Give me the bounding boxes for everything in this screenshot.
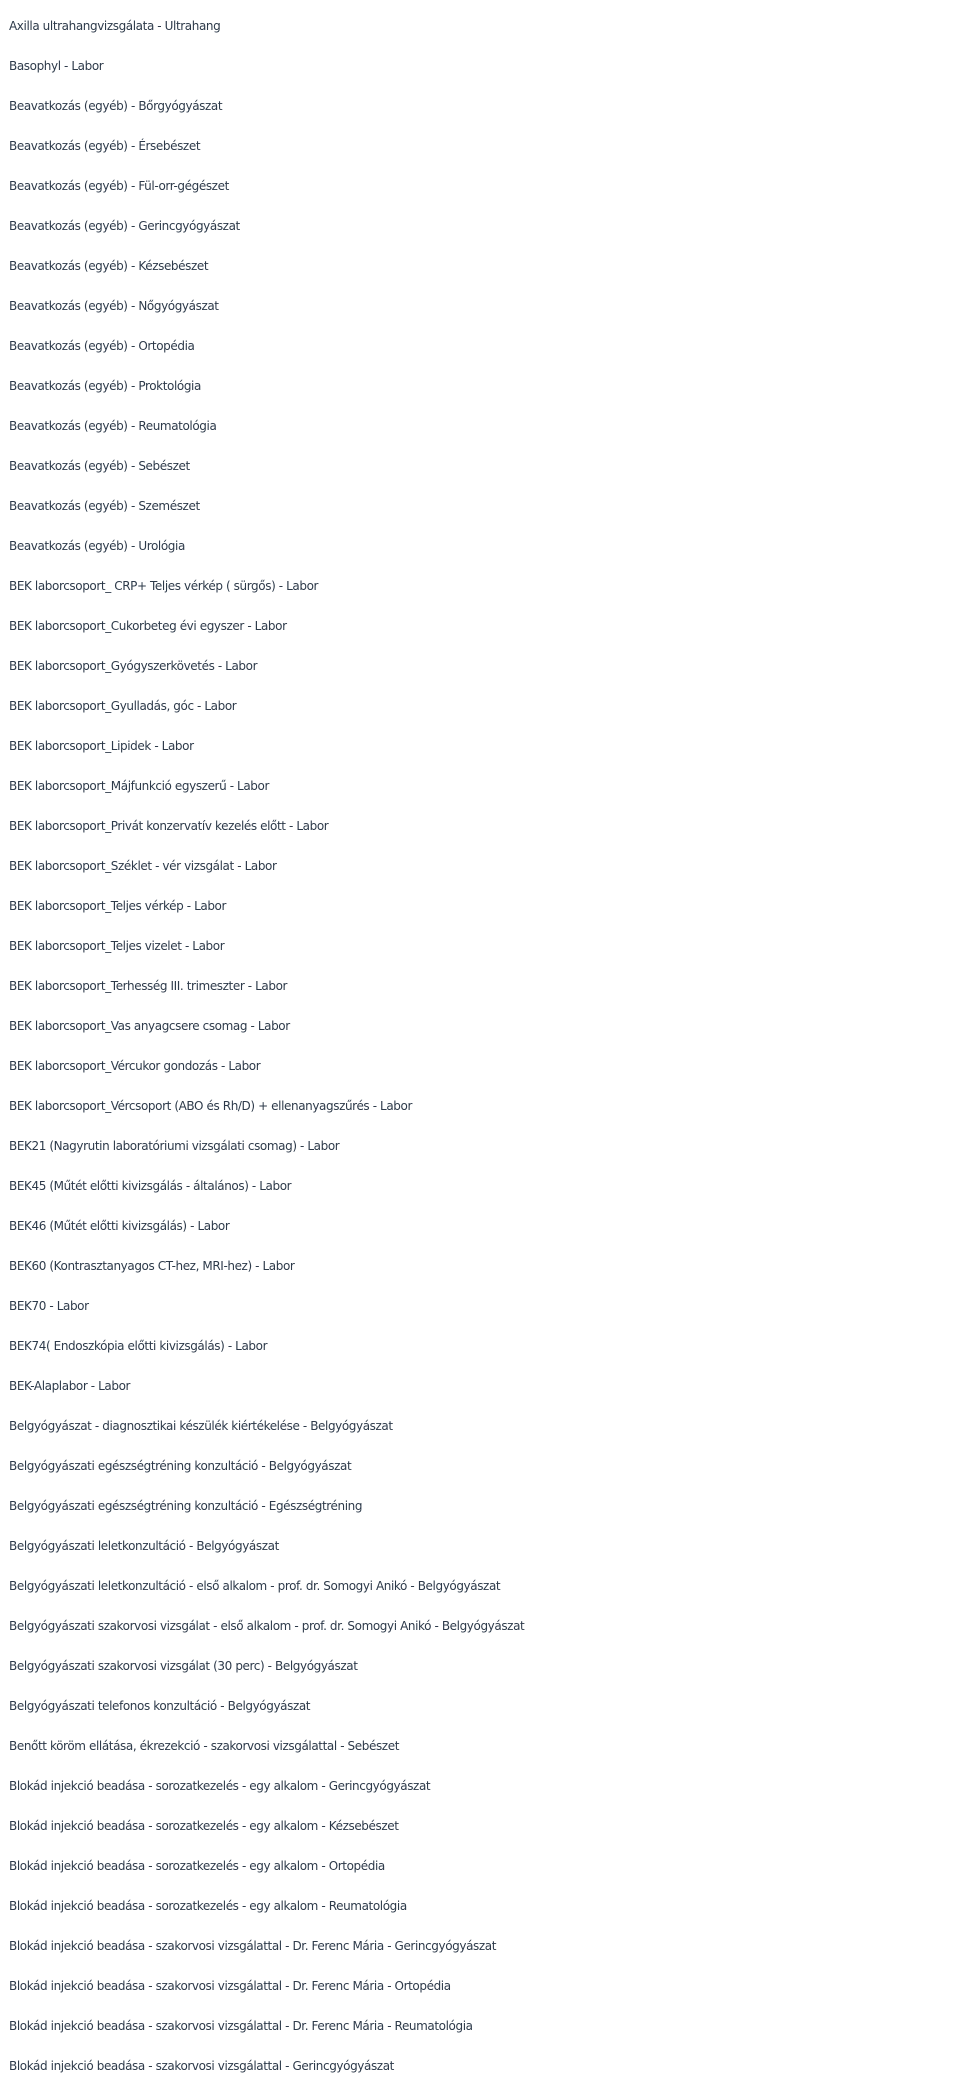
service-item[interactable]: BEK laborcsoport_Privát konzervatív kezelés előtt - Labor [9, 819, 329, 833]
service-item[interactable]: BEK70 - Labor [9, 1299, 89, 1313]
service-item[interactable]: Blokád injekció beadása - sorozatkezelés - egy alkalom - Gerincgyógyászat [9, 1779, 431, 1793]
service-item[interactable]: Beavatkozás (egyéb) - Bőrgyógyászat [9, 99, 223, 113]
service-item[interactable]: BEK21 (Nagyrutin laboratóriumi vizsgálati csomag) - Labor [9, 1139, 340, 1153]
service-item[interactable]: Belgyógyászati leletkonzultáció - első alkalom - prof. dr. Somogyi Anikó - Belgyógyászat [9, 1579, 501, 1593]
service-item[interactable]: BEK laborcsoport_Lipidek - Labor [9, 739, 194, 753]
service-item[interactable]: Beavatkozás (egyéb) - Reumatológia [9, 419, 217, 433]
service-item[interactable]: Beavatkozás (egyéb) - Kézsebészet [9, 259, 209, 273]
service-item[interactable]: BEK laborcsoport_Cukorbeteg évi egyszer - Labor [9, 619, 287, 633]
service-item[interactable]: Belgyógyászati egészségtréning konzultáció - Belgyógyászat [9, 1459, 352, 1473]
service-item[interactable]: BEK laborcsoport_ CRP+ Teljes vérkép ( sürgős) - Labor [9, 579, 319, 593]
service-item[interactable]: BEK laborcsoport_Májfunkció egyszerű - Labor [9, 779, 269, 793]
service-item[interactable]: BEK45 (Műtét előtti kivizsgálás - általános) - Labor [9, 1179, 292, 1193]
service-item[interactable]: BEK46 (Műtét előtti kivizsgálás) - Labor [9, 1219, 230, 1233]
service-item[interactable]: Benőtt köröm ellátása, ékrezekció - szakorvosi vizsgálattal - Sebészet [9, 1739, 399, 1753]
service-item[interactable]: Belgyógyászati telefonos konzultáció - Belgyógyászat [9, 1699, 311, 1713]
service-item[interactable]: Beavatkozás (egyéb) - Ortopédia [9, 339, 195, 353]
service-item[interactable]: Beavatkozás (egyéb) - Nőgyógyászat [9, 299, 219, 313]
service-item[interactable]: Beavatkozás (egyéb) - Proktológia [9, 379, 201, 393]
service-item[interactable]: Beavatkozás (egyéb) - Fül-orr-gégészet [9, 179, 229, 193]
service-item[interactable]: BEK laborcsoport_Vas anyagcsere csomag - Labor [9, 1019, 290, 1033]
service-item[interactable]: Belgyógyászati szakorvosi vizsgálat (30 perc) - Belgyógyászat [9, 1659, 358, 1673]
service-item[interactable]: Belgyógyászati szakorvosi vizsgálat - első alkalom - prof. dr. Somogyi Anikó - Belgyógyászat [9, 1619, 525, 1633]
service-item[interactable]: Basophyl - Labor [9, 59, 104, 73]
service-item[interactable]: BEK-Alaplabor - Labor [9, 1379, 131, 1393]
service-item[interactable]: BEK laborcsoport_Gyulladás, góc - Labor [9, 699, 237, 713]
service-item[interactable]: Axilla ultrahangvizsgálata - Ultrahang [9, 19, 221, 33]
service-item[interactable]: Belgyógyászati leletkonzultáció - Belgyógyászat [9, 1539, 279, 1553]
service-item[interactable]: BEK laborcsoport_Terhesség III. trimeszter - Labor [9, 979, 288, 993]
service-item[interactable]: Beavatkozás (egyéb) - Szemészet [9, 499, 200, 513]
service-item[interactable]: Blokád injekció beadása - szakorvosi vizsgálattal - Gerincgyógyászat [9, 2059, 394, 2073]
service-item[interactable]: Blokád injekció beadása - sorozatkezelés - egy alkalom - Kézsebészet [9, 1819, 399, 1833]
service-item[interactable]: Blokád injekció beadása - sorozatkezelés - egy alkalom - Ortopédia [9, 1859, 385, 1873]
service-item[interactable]: Blokád injekció beadása - szakorvosi vizsgálattal - Dr. Ferenc Mária - Reumatológia [9, 2019, 473, 2033]
service-item[interactable]: BEK laborcsoport_Vércsoport (ABO és Rh/D) + ellenanyagszűrés - Labor [9, 1099, 412, 1113]
service-item[interactable]: Beavatkozás (egyéb) - Sebészet [9, 459, 190, 473]
service-item[interactable]: Belgyógyászat - diagnosztikai készülék kiértékelése - Belgyógyászat [9, 1419, 393, 1433]
service-item[interactable]: BEK74( Endoszkópia előtti kivizsgálás) - Labor [9, 1339, 268, 1353]
service-item[interactable]: Blokád injekció beadása - szakorvosi vizsgálattal - Dr. Ferenc Mária - Ortopédia [9, 1979, 451, 1993]
service-item[interactable]: BEK laborcsoport_Vércukor gondozás - Labor [9, 1059, 261, 1073]
service-item[interactable]: BEK60 (Kontrasztanyagos CT-hez, MRI-hez) - Labor [9, 1259, 295, 1273]
service-item[interactable]: Beavatkozás (egyéb) - Gerincgyógyászat [9, 219, 240, 233]
service-item[interactable]: Belgyógyászati egészségtréning konzultáció - Egészségtréning [9, 1499, 363, 1513]
service-item[interactable]: Beavatkozás (egyéb) - Urológia [9, 539, 185, 553]
service-item[interactable]: BEK laborcsoport_Gyógyszerkövetés - Labor [9, 659, 258, 673]
service-item[interactable]: Blokád injekció beadása - sorozatkezelés - egy alkalom - Reumatológia [9, 1899, 407, 1913]
service-item[interactable]: BEK laborcsoport_Teljes vérkép - Labor [9, 899, 227, 913]
service-item[interactable]: Blokád injekció beadása - szakorvosi vizsgálattal - Dr. Ferenc Mária - Gerincgyógyászat [9, 1939, 497, 1953]
service-item[interactable]: BEK laborcsoport_Teljes vizelet - Labor [9, 939, 225, 953]
service-item[interactable]: BEK laborcsoport_Széklet - vér vizsgálat - Labor [9, 859, 277, 873]
service-item[interactable]: Beavatkozás (egyéb) - Érsebészet [9, 139, 201, 153]
